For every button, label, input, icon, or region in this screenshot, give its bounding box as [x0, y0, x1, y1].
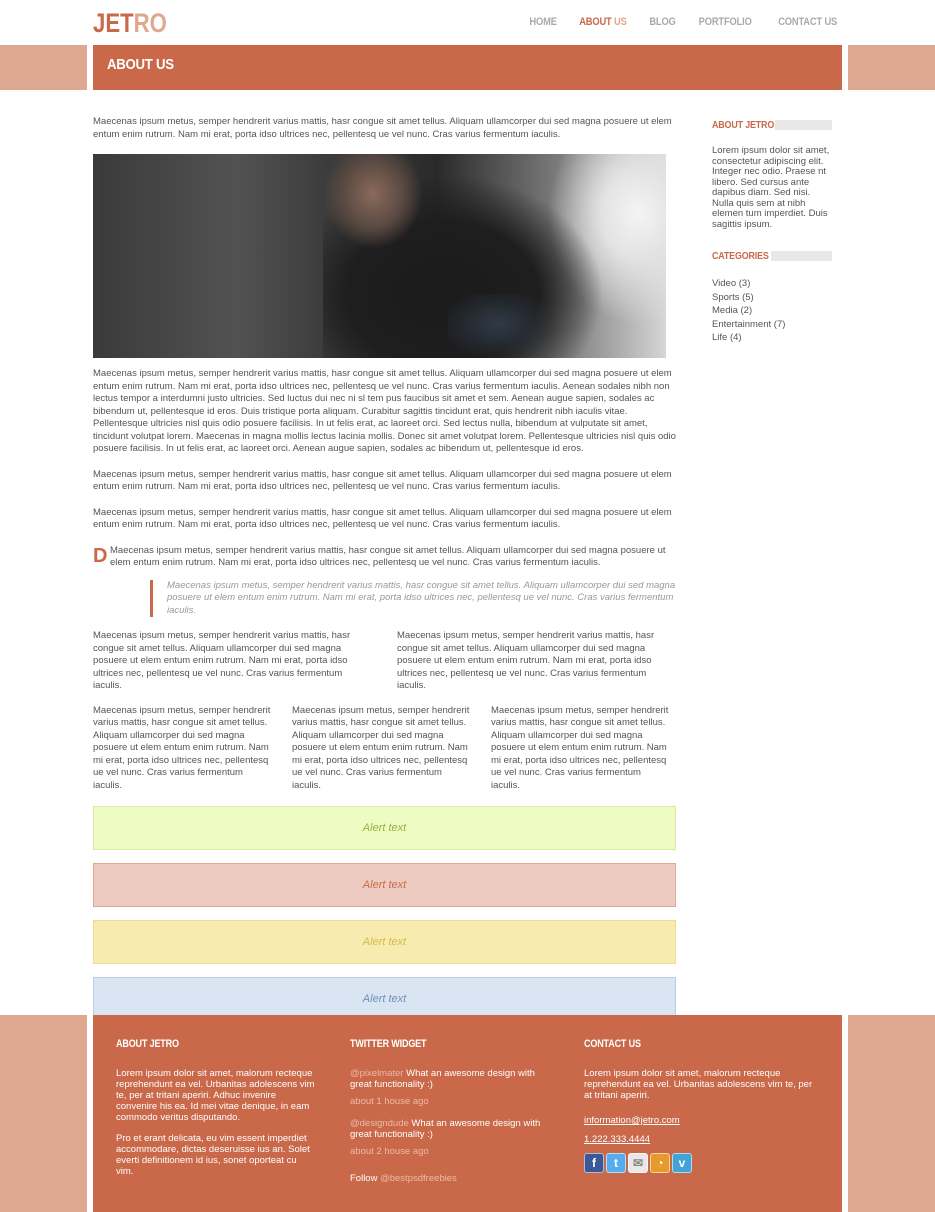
logo-part-1: JET	[93, 8, 134, 38]
dropcap-letter: D	[93, 544, 108, 567]
three-column-text	[93, 705, 678, 793]
nav-portfolio[interactable]: PORTFOLIO	[699, 16, 753, 28]
tweet	[350, 1118, 555, 1140]
footer-contact-title: CONTACT US	[584, 1038, 641, 1050]
dropcap-paragraph	[93, 545, 678, 570]
long-paragraph: Maecenas ipsum metus, semper hendrerit varius mattis, hasr congue sit amet tellus. Aliquam ullamcorper dui sed magna posuere ut elem entum enim rutrum. Nam mi erat, porta idso ultrices nec, pellentesq ue vel nunc. Cras varius fermentum iaculis. Aenean sodales nibh non lectus tempor a interdumni justo ultricies. Sed luctus dui nec ni sl tem pus faucibus sit amet et sem. Aenean augue sapien, sodales ac bibendum ut, pellentesque id eros. Duis tristique porta aliquam. Curabitur sagittis tincidunt erat, quis hendrerit nibh iaculis vitae. Pellentesque ultricies nisl quis odio posuere facilisis. In ut felis erat, ac laoreet orci. Sed lectus nulla, bibendum at vulputate sit amet, tincidunt volutpat lorem. Maecenas in magna mollis lectus lacinia mollis. Donec sit amet volutpat lorem. Pellentesque ultricies nisl quis odio posuere facilisis. In ut felis erat, ac laoreet orci. Aenean augue sapien, sodales ac bibendum ut, pellentesque id eros.	[93, 368, 676, 454]
tweet-time: about 2 house ago	[350, 1146, 429, 1157]
heading-divider	[771, 251, 832, 261]
heading-divider	[775, 120, 832, 130]
main-content	[93, 116, 678, 1034]
category-item[interactable]: Sports (5)	[712, 291, 754, 303]
category-item[interactable]: Life (4)	[712, 332, 742, 343]
alert-warning: Alert text	[93, 920, 676, 964]
category-item[interactable]: Entertainment (7)	[712, 318, 786, 330]
footer-contact	[584, 1039, 814, 1173]
title-band-right-decor	[848, 45, 935, 90]
hero-figure-detail	[448, 294, 558, 358]
twitter-follow	[350, 1173, 555, 1184]
column-text: Maecenas ipsum metus, semper hendrerit varius mattis, hasr congue sit amet tellus. Aliquam ullamcorper dui sed magna posuere ut elem entum enim rutrum. Nam mi erat, porta idso ultrices nec, pellentesq ue vel nunc. Cras varius fermentum iaculis.	[93, 704, 271, 791]
two-column-text	[93, 630, 678, 693]
mail-icon[interactable]: ✉	[628, 1153, 648, 1173]
alert-error: Alert text	[93, 863, 676, 907]
sidebar-categories-title: CATEGORIES	[712, 250, 769, 262]
dropcap-text: Maecenas ipsum metus, semper hendrerit varius mattis, hasr congue sit amet tellus. Aliquam ullamcorper dui sed magna posuere ut elem entum enim rutrum. Nam mi erat, porta idso ultrices nec, pellentesq ue vel nunc. Cras varius fermentum iaculis.	[110, 544, 666, 568]
vimeo-icon[interactable]: v	[672, 1153, 692, 1173]
logo[interactable]	[93, 8, 167, 38]
footer	[93, 1015, 842, 1212]
intro-paragraph: Maecenas ipsum metus, semper hendrerit varius mattis, hasr congue sit amet tellus. Aliquam ullamcorper dui sed magna posuere ut elem entum enim rutrum. Nam mi erat, porta idso ultrices nec, pellentesq ue vel nunc. Cras varius fermentum iaculis.	[93, 116, 672, 140]
footer-about-p2: Pro et erant delicata, eu vim essent imperdiet accommodare, dictas deseruisse ius an. Solet everti definitionem id ius, sonet oporteat cu vim.	[116, 1133, 310, 1177]
contact-email-link[interactable]: information@jetro.com	[584, 1115, 680, 1126]
category-item[interactable]: Video (3)	[712, 278, 751, 289]
column-text: Maecenas ipsum metus, semper hendrerit varius mattis, hasr congue sit amet tellus. Aliquam ullamcorper dui sed magna posuere ut elem entum enim rutrum. Nam mi erat, porta idso ultrices nec, pellentesq ue vel nunc. Cras varius fermentum iaculis.	[491, 704, 669, 791]
column-text: Maecenas ipsum metus, semper hendrerit varius mattis, hasr congue sit amet tellus. Aliquam ullamcorper dui sed magna posuere ut elem entum enim rutrum. Nam mi erat, porta idso ultrices nec, pellentesq ue vel nunc. Cras varius fermentum iaculis.	[292, 704, 470, 791]
alert-success: Alert text	[93, 806, 676, 850]
twitter-icon[interactable]: t	[606, 1153, 626, 1173]
title-band-left-decor	[0, 45, 87, 90]
blockquote: Maecenas ipsum metus, semper hendrerit varius mattis, hasr congue sit amet tellus. Aliquam ullamcorper dui sed magna posuere ut elem entum enim rutrum. Nam mi erat, porta idso ultrices nec, pellentesq ue vel nunc. Cras varius fermentum iaculis.	[150, 580, 678, 618]
nav-contact-us[interactable]: CONTACT US	[777, 16, 837, 28]
nav-about-word-2: US	[614, 16, 628, 28]
footer-about	[116, 1039, 316, 1187]
page-title: ABOUT US	[107, 56, 174, 73]
footer-twitter	[350, 1039, 555, 1184]
footer-twitter-title: TWITTER WIDGET	[350, 1038, 427, 1050]
footer-right-decor	[848, 1015, 935, 1212]
tweet	[350, 1068, 555, 1090]
tweet-time: about 1 house ago	[350, 1096, 429, 1107]
logo-part-2: RO	[133, 8, 167, 38]
category-item[interactable]: Media (2)	[712, 305, 753, 316]
paragraph-3: Maecenas ipsum metus, semper hendrerit varius mattis, hasr congue sit amet tellus. Aliquam ullamcorper dui sed magna posuere ut elem entum enim rutrum. Nam mi erat, porta idso ultrices nec, pellentesq ue vel nunc. Cras varius fermentum iaculis.	[93, 506, 672, 530]
sidebar-about-title: ABOUT JETRO	[712, 119, 775, 131]
title-band	[93, 45, 842, 90]
sidebar-about-text: Lorem ipsum dolor sit amet, consectetur adipiscing elit. Integer nec odio. Praese nt libero. Sed cursus ante dapibus diam. Sed nisi. Nulla quis sem at nibh elemen tum imperdiet. Duis sagittis ipsum.	[712, 145, 830, 230]
facebook-icon[interactable]: f	[584, 1153, 604, 1173]
sidebar-categories-heading	[712, 250, 832, 264]
rss-icon[interactable]: ◔	[650, 1153, 670, 1173]
contact-phone-link[interactable]: 1.222.333.4444	[584, 1134, 651, 1145]
paragraph-2: Maecenas ipsum metus, semper hendrerit varius mattis, hasr congue sit amet tellus. Aliquam ullamcorper dui sed magna posuere ut elem entum enim rutrum. Nam mi erat, porta idso ultrices nec, pellentesq ue vel nunc. Cras varius fermentum iaculis.	[93, 468, 672, 492]
sidebar-about-heading	[712, 119, 832, 133]
tweet-handle[interactable]: @pixelmater	[350, 1068, 404, 1079]
column-text: Maecenas ipsum metus, semper hendrerit varius mattis, hasr congue sit amet tellus. Aliquam ullamcorper dui sed magna posuere ut elem entum enim rutrum. Nam mi erat, porta idso ultrices nec, pellentesq ue vel nunc. Cras varius fermentum iaculis.	[397, 630, 655, 691]
sidebar	[712, 119, 832, 345]
tweet-text: What an awesome design with great functionality :)	[350, 1118, 541, 1140]
category-list	[712, 277, 832, 345]
tweet-text: What an awesome design with great functionality :)	[350, 1068, 535, 1090]
footer-contact-text: Lorem ipsum dolor sit amet, malorum recteque reprehendunt ea vel. Urbanitas adolescens vim te, per at tritani aperiri.	[584, 1068, 813, 1101]
social-icons	[584, 1153, 814, 1173]
tweet-handle[interactable]: @designdude	[350, 1118, 409, 1129]
footer-left-decor	[0, 1015, 87, 1212]
nav-about-us[interactable]	[580, 16, 627, 29]
footer-about-title: ABOUT JETRO	[116, 1038, 179, 1050]
nav-about-word-1: ABOUT	[579, 16, 613, 28]
column-text: Maecenas ipsum metus, semper hendrerit varius mattis, hasr congue sit amet tellus. Aliquam ullamcorper dui sed magna posuere ut elem entum enim rutrum. Nam mi erat, porta idso ultrices nec, pellentesq ue vel nunc. Cras varius fermentum iaculis.	[93, 630, 351, 691]
hero-image	[93, 154, 666, 358]
footer-about-p1: Lorem ipsum dolor sit amet, malorum recteque reprehendunt ea vel. Urbanitas adolescens vim te, per at tritani aperiri. Adhuc invenire convenire his ea. Id mei vitae denique, in eam commodo veritus disputando.	[116, 1068, 315, 1123]
main-nav	[511, 16, 842, 29]
follow-handle[interactable]: @bestpsdfreebies	[380, 1173, 457, 1184]
alert-info: Alert text	[93, 977, 676, 1021]
nav-home[interactable]: HOME	[529, 16, 558, 28]
follow-label: Follow	[350, 1173, 381, 1184]
nav-blog[interactable]: BLOG	[649, 16, 677, 28]
